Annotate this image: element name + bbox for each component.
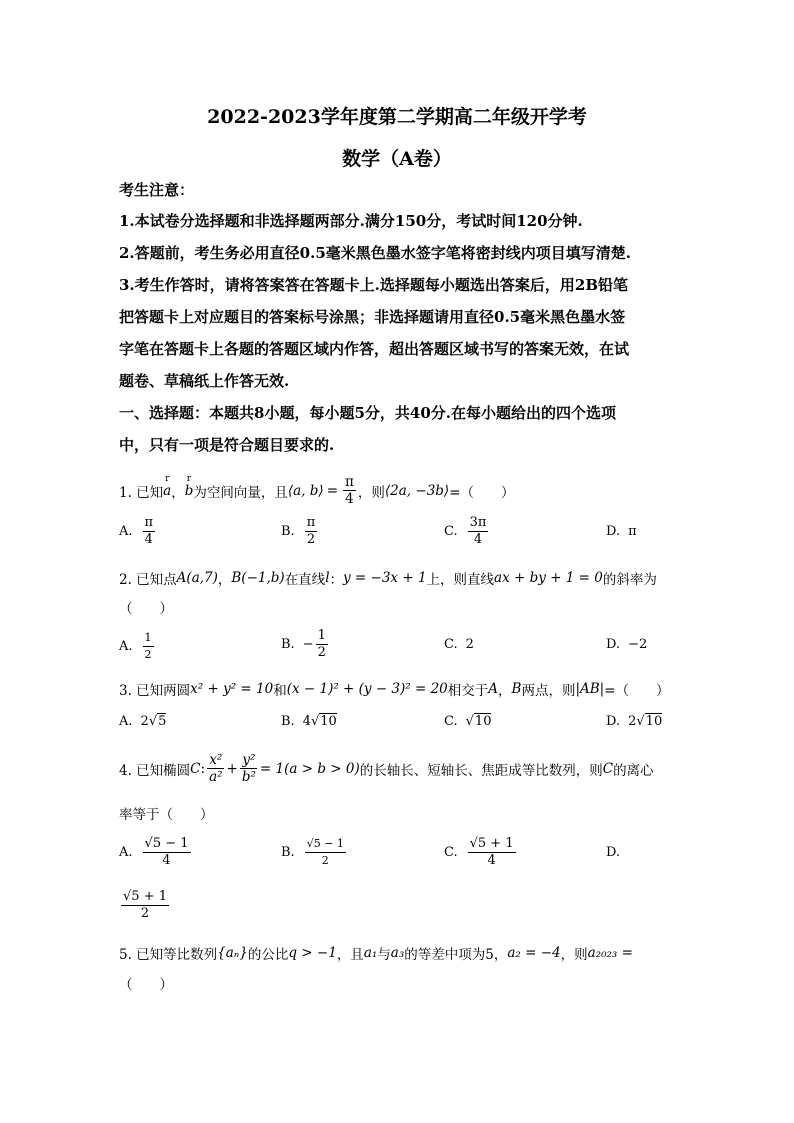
question-2-line1	[119, 568, 657, 588]
q2-mid: 上，则直线	[426, 572, 495, 588]
q5-mid3: 的等差中项为5，	[404, 947, 508, 963]
second-line-equation: ax + by + 1 = 0	[494, 570, 603, 586]
instruction-3-line4: 题卷、草稿纸上作答无效.	[119, 372, 290, 390]
q1-option-c: C. $\frac{3\pi}{4}$	[444, 515, 487, 547]
q3-and: 和	[273, 683, 287, 699]
question-5-line1	[119, 943, 633, 963]
instructions-heading: 考生注意：	[119, 181, 195, 199]
y-fraction: $\frac{\text{y²}}{\text{b²}}$	[241, 752, 256, 785]
instruction-3-line3: 字笔在答题卡上各题的答题区域内作答，超出答题区域书写的答案无效，在试	[119, 340, 630, 358]
page-subtitle: 数学（A卷）	[342, 148, 452, 170]
angle-ab: ⟨a, b⟩	[287, 482, 324, 499]
vector-a: r a	[163, 473, 172, 499]
q2-comma: ，	[217, 572, 232, 588]
q4-option-b: B. $\frac{√5 - 1}{2}$	[281, 837, 344, 867]
circle-2-equation: (x − 1)² + (y − 3)² = 20	[286, 681, 448, 697]
segment-ab: |AB|	[575, 681, 605, 697]
q1-mid: 为空间向量，且	[193, 484, 288, 501]
q4-tail: 的长轴长、短轴长、焦距成等比数列，则	[359, 762, 603, 779]
q3-option-a: A. 2 √ 5	[119, 713, 167, 729]
q2-option-c: C. 2	[444, 637, 474, 652]
term-a2: a₂ = −4	[507, 945, 561, 961]
q4-prefix: 4. 已知椭圆	[119, 762, 191, 779]
q4-option-d-label: D.	[606, 845, 621, 860]
q3-end: =（ ）	[604, 683, 670, 699]
q3-option-d: D. 2 √ 10	[606, 713, 663, 729]
q5-with: 与	[377, 947, 391, 963]
q2-prefix: 2. 已知点	[119, 572, 177, 588]
circle-1-equation: x² + y² = 10	[190, 681, 274, 697]
q2-option-d: D. −2	[606, 637, 648, 652]
question-3	[119, 679, 670, 699]
question-4-line1	[119, 752, 654, 785]
ellipse-c: C	[190, 760, 201, 777]
line-l: l	[325, 570, 330, 586]
q1-option-b: B. $\frac{\pi}{2}$	[281, 515, 316, 547]
point-a: A(a,7)	[176, 570, 218, 586]
question-2-line2: （ ）	[119, 601, 173, 617]
q1-option-a: A. $\frac{\pi}{4}$	[119, 515, 154, 547]
question-4-line2: 率等于（ ）	[119, 807, 214, 823]
point-b: B(−1,b)	[231, 570, 285, 586]
ellipse-c-ref: C	[602, 760, 614, 777]
q3-point-a: A	[488, 681, 499, 697]
q5-mid2: ，且	[336, 947, 364, 963]
q2-on-line: 在直线	[284, 572, 326, 588]
q5-mid4: ，则	[560, 947, 588, 963]
q1-comma: ，	[171, 484, 185, 501]
q1-prefix: 1. 已知	[119, 484, 164, 501]
ellipse-condition: = 1(a > b > 0)	[259, 760, 360, 777]
sequence: {aₙ}	[217, 945, 248, 961]
term-a2023: a₂₀₂₃ =	[587, 945, 633, 961]
q2-option-b: B. − $\frac{1}{2}$	[281, 628, 326, 660]
q4-option-c: C. $\frac{√5 + 1}{4}$	[444, 836, 514, 868]
q2-option-a: A. $\frac{1}{2}$	[119, 631, 152, 661]
angle-expr: ⟨2a, −3b⟩	[384, 482, 450, 499]
q1-then: ，则	[357, 484, 385, 501]
q4-colon: :	[200, 760, 206, 777]
section-heading-line2: 中，只有一项是符合题目要求的.	[119, 436, 335, 454]
q1-fraction: $\frac{\pi}{4}$	[345, 474, 354, 507]
instruction-1: 1.本试卷分选择题和非选择题两部分.满分150分，考试时间120分钟.	[119, 212, 583, 230]
vector-b: r b	[184, 473, 194, 499]
q1-end: =（ ）	[449, 484, 515, 501]
q3-mid: 相交于	[447, 683, 489, 699]
x-fraction: $\frac{\text{x²}}{\text{a²}}$	[209, 752, 223, 785]
q2-tail: 的斜率为	[602, 572, 657, 588]
q3-option-b: B. 4 √ 10	[281, 713, 337, 729]
q3-comma: ，	[498, 683, 512, 699]
q4-plus: +	[226, 760, 238, 777]
q3-prefix: 3. 已知两圆	[119, 683, 191, 699]
q4-tail2: 的离心	[613, 762, 654, 779]
question-5-line2: （ ）	[119, 977, 173, 993]
q5-mid: 的公比	[247, 947, 289, 963]
q1-option-d: D. π	[606, 524, 637, 539]
instruction-2: 2.答题前，考生务必用直径0.5毫米黑色墨水签字笔将密封线内项目填写清楚.	[119, 244, 631, 262]
line-equation: y = −3x + 1	[343, 570, 427, 586]
q3-point-b: B	[511, 681, 522, 697]
instruction-3-line1: 3.考生作答时，请将答案答在答题卡上.选择题每小题选出答案后，用2B铅笔	[119, 276, 628, 294]
page-title: 2022-2023学年度第二学期高二年级开学考	[207, 106, 587, 128]
q5-prefix: 5. 已知等比数列	[119, 947, 218, 963]
ratio-condition: q > −1	[288, 945, 337, 961]
q4-option-d: $\frac{√5 + 1}{2}$	[123, 889, 167, 921]
q1-eq: =	[326, 482, 339, 499]
term-a3: a₃	[390, 945, 405, 961]
q3-tail: 两点，则	[521, 683, 576, 699]
q3-option-c: C. √ 10	[444, 713, 492, 729]
q2-colon: ：	[329, 572, 344, 588]
question-1	[119, 474, 515, 507]
instruction-3-line2: 把答题卡上对应题目的答案标号涂黑；非选择题请用直径0.5毫米黑色墨水签	[119, 308, 626, 326]
q4-option-a: A. $\frac{√5 - 1}{4}$	[119, 836, 189, 868]
term-a1: a₁	[363, 945, 378, 961]
section-heading-line1: 一、选择题：本题共8小题，每小题5分，共40分.在每小题给出的四个选项	[119, 404, 616, 422]
